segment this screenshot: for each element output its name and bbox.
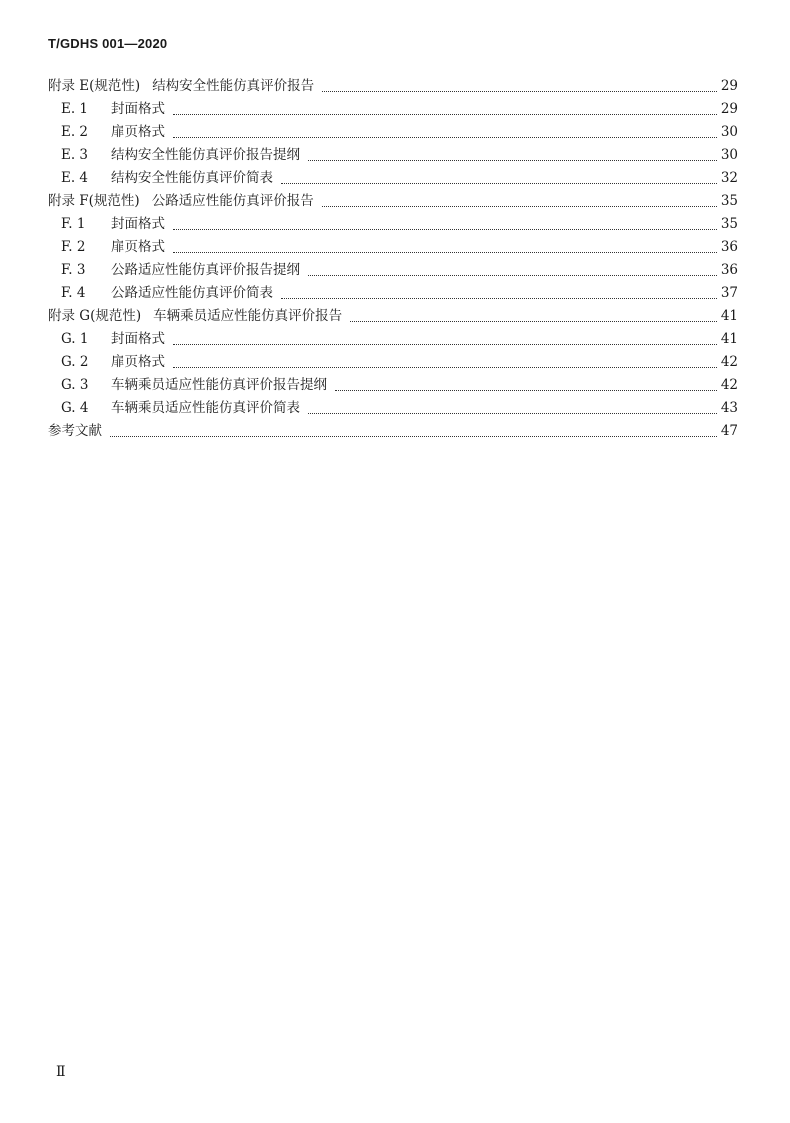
toc-leader-dots	[173, 137, 717, 138]
toc-subentry[interactable]	[48, 328, 738, 351]
toc-entry-label	[48, 305, 342, 328]
toc-entry-number: E. 3	[61, 147, 89, 163]
toc-entry-number: E. 4	[61, 170, 89, 186]
toc-entry-title: 结构安全性能仿真评价简表	[111, 170, 273, 186]
toc-subentry[interactable]	[48, 374, 738, 397]
toc-entry-title: 封面格式	[111, 331, 165, 347]
toc-leader-dots	[308, 413, 717, 414]
toc-page-number: 42	[720, 377, 738, 393]
toc-leader-dots	[281, 298, 717, 299]
toc-entry-number: F. 1	[61, 216, 86, 232]
toc-subentry[interactable]	[48, 144, 738, 167]
page-number: Ⅱ	[56, 1064, 66, 1080]
toc-subentry[interactable]	[48, 282, 738, 305]
toc-entry-number: E. 2	[61, 124, 89, 140]
toc-entry-label	[61, 397, 300, 420]
toc-leader-dots	[308, 160, 717, 161]
toc-entry-title: 封面格式	[111, 216, 165, 232]
toc-entry-number: G. 1	[61, 331, 89, 347]
toc-leader-dots	[173, 367, 717, 368]
toc-page-number: 35	[720, 193, 738, 209]
document-code: T/GDHS 001—2020	[48, 36, 168, 51]
toc-entry-number: G. 2	[61, 354, 89, 370]
toc-entry-title: 扉页格式	[111, 354, 165, 370]
toc-entry-number: 附录 G(规范性)	[48, 308, 142, 324]
table-of-contents	[48, 75, 738, 443]
toc-entry-title: 参考文献	[48, 423, 102, 439]
toc-entry-label	[61, 121, 165, 144]
toc-entry[interactable]	[48, 420, 738, 443]
toc-entry-number: G. 3	[61, 377, 89, 393]
toc-page-number: 36	[720, 262, 738, 278]
toc-entry-label	[48, 420, 102, 443]
toc-entry-title: 扉页格式	[111, 239, 165, 255]
toc-entry-title: 车辆乘员适应性能仿真评价简表	[111, 400, 300, 416]
toc-entry-title: 公路适应性能仿真评价报告提纲	[111, 262, 300, 278]
toc-page-number: 37	[720, 285, 738, 301]
toc-entry-number: E. 1	[61, 101, 89, 117]
toc-leader-dots	[173, 344, 717, 345]
toc-leader-dots	[322, 91, 717, 92]
toc-subentry[interactable]	[48, 213, 738, 236]
toc-entry-label	[61, 351, 165, 374]
toc-leader-dots	[308, 275, 717, 276]
toc-leader-dots	[281, 183, 717, 184]
toc-entry-title: 车辆乘员适应性能仿真评价报告提纲	[111, 377, 327, 393]
toc-subentry[interactable]	[48, 121, 738, 144]
toc-page-number: 41	[720, 308, 738, 324]
toc-entry-label	[61, 328, 165, 351]
toc-entry-number: G. 4	[61, 400, 89, 416]
toc-entry-title: 车辆乘员适应性能仿真评价报告	[153, 308, 343, 324]
toc-entry[interactable]	[48, 190, 738, 213]
toc-page-number: 29	[720, 78, 738, 94]
toc-page-number: 47	[720, 423, 738, 439]
toc-leader-dots	[322, 206, 717, 207]
toc-entry-number: F. 3	[61, 262, 86, 278]
toc-subentry[interactable]	[48, 98, 738, 121]
toc-entry-number: 附录 F(规范性)	[48, 193, 140, 209]
toc-subentry[interactable]	[48, 397, 738, 420]
toc-entry-title: 扉页格式	[111, 124, 165, 140]
toc-entry-number: F. 4	[61, 285, 86, 301]
toc-leader-dots	[173, 229, 717, 230]
toc-subentry[interactable]	[48, 351, 738, 374]
toc-entry-title: 封面格式	[111, 101, 165, 117]
toc-page-number: 30	[720, 124, 738, 140]
toc-page-number: 41	[720, 331, 738, 347]
toc-entry-label	[61, 98, 165, 121]
toc-entry[interactable]	[48, 305, 738, 328]
toc-subentry[interactable]	[48, 167, 738, 190]
toc-entry-label	[61, 167, 273, 190]
toc-page-number: 36	[720, 239, 738, 255]
toc-page-number: 30	[720, 147, 738, 163]
toc-page-number: 43	[720, 400, 738, 416]
toc-entry-title: 结构安全性能仿真评价报告提纲	[111, 147, 300, 163]
toc-entry-label	[61, 374, 327, 397]
toc-subentry[interactable]	[48, 259, 738, 282]
toc-entry-title: 结构安全性能仿真评价报告	[152, 78, 315, 94]
toc-page-number: 35	[720, 216, 738, 232]
toc-entry-number: F. 2	[61, 239, 86, 255]
toc-leader-dots	[350, 321, 717, 322]
toc-entry-label	[48, 190, 314, 213]
toc-leader-dots	[335, 390, 717, 391]
toc-subentry[interactable]	[48, 236, 738, 259]
toc-page-number: 42	[720, 354, 738, 370]
toc-page-number: 29	[720, 101, 738, 117]
toc-leader-dots	[110, 436, 717, 437]
toc-entry-label	[61, 282, 273, 305]
toc-leader-dots	[173, 114, 717, 115]
toc-entry-label	[61, 144, 300, 167]
toc-entry-number: 附录 E(规范性)	[48, 78, 141, 94]
toc-leader-dots	[173, 252, 717, 253]
toc-entry-label	[48, 75, 314, 98]
toc-entry-label	[61, 213, 165, 236]
toc-entry[interactable]	[48, 75, 738, 98]
toc-entry-title: 公路适应性能仿真评价简表	[111, 285, 273, 301]
toc-entry-title: 公路适应性能仿真评价报告	[151, 193, 314, 209]
toc-page-number: 32	[720, 170, 738, 186]
toc-entry-label	[61, 259, 300, 282]
toc-entry-label	[61, 236, 165, 259]
